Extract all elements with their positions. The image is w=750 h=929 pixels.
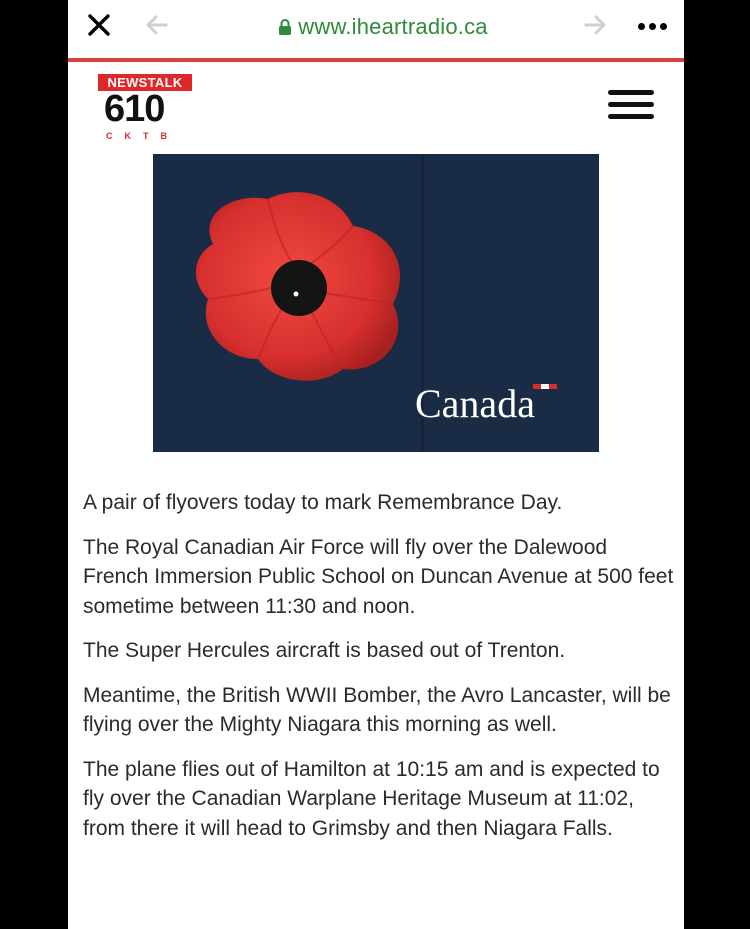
- more-icon: [638, 23, 645, 30]
- logo-callsign: CKTB: [106, 131, 179, 141]
- article-paragraph: The Super Hercules aircraft is based out of Trenton.: [83, 639, 566, 662]
- article-body: [83, 488, 675, 858]
- forward-arrow-icon: [582, 12, 608, 38]
- address-bar[interactable]: [218, 14, 548, 40]
- station-logo[interactable]: [98, 74, 194, 144]
- url-text: www.iheartradio.ca: [298, 14, 488, 39]
- close-button[interactable]: [84, 10, 114, 40]
- close-icon: [87, 13, 111, 37]
- browser-toolbar: [68, 0, 684, 58]
- forward-button[interactable]: [582, 12, 608, 38]
- logo-frequency: 610: [104, 88, 165, 130]
- lock-icon: [278, 18, 292, 36]
- site-header: [68, 62, 684, 154]
- hamburger-menu-icon[interactable]: [608, 90, 654, 124]
- article-paragraph: The plane flies out of Hamilton at 10:15 am and is expected to fly over the Canadian Warplane Heritage Museum at 11:02, from there it will head to Grimsby and then Niagara Falls.: [83, 757, 660, 840]
- logo-tagline: NEWSTALK: [98, 74, 192, 91]
- phone-screen: [68, 0, 684, 929]
- more-options-button[interactable]: [634, 14, 670, 38]
- article-paragraph: A pair of flyovers today to mark Remembrance Day.: [83, 491, 563, 514]
- article-paragraph: The Royal Canadian Air Force will fly over the Dalewood French Immersion Public School on Duncan Avenue at 500 feet sometime between 11:30 and noon.: [83, 535, 674, 618]
- article-paragraph: Meantime, the British WWII Bomber, the Avro Lancaster, will be flying over the Mighty Niagara this morning as well.: [83, 683, 671, 736]
- hero-image: [153, 154, 599, 452]
- back-button[interactable]: [144, 12, 170, 38]
- canada-wordmark: Canada: [415, 381, 535, 426]
- back-arrow-icon: [144, 12, 170, 38]
